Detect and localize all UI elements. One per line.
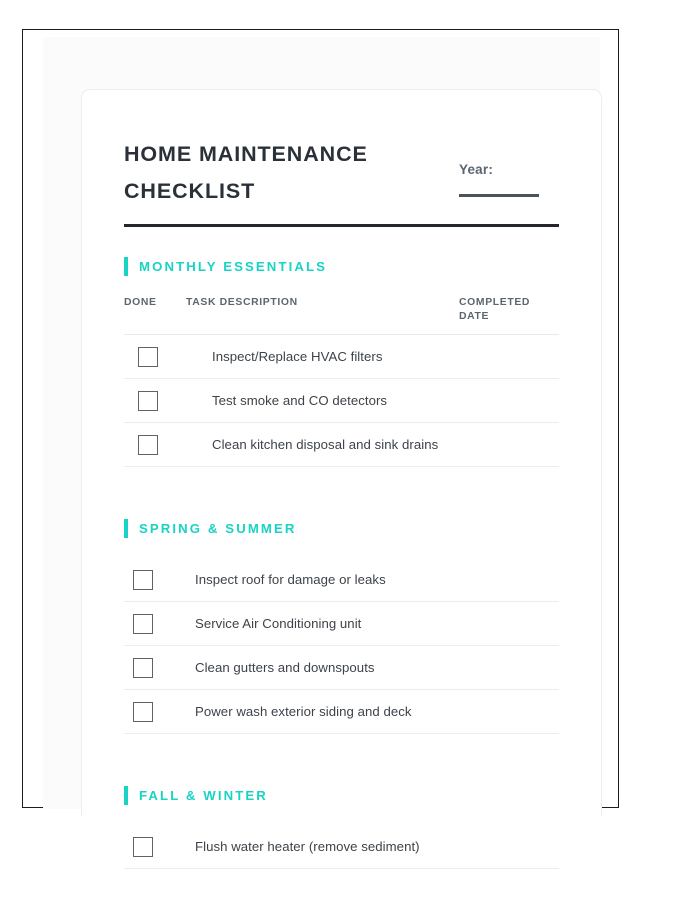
page-backdrop [43,37,600,854]
section-spacer [124,734,559,756]
cell-task [195,703,459,721]
cell-done [124,702,195,722]
table-row [124,602,559,646]
column-header-completed-date: COMPLETED DATE [459,296,531,322]
checklist-table [124,296,559,467]
section-title: SPRING & SUMMER [139,521,297,537]
cell-task [200,392,459,410]
task-checkbox[interactable] [138,347,158,367]
year-field-group [459,162,559,197]
checklist-table [124,825,559,869]
cell-task [195,838,459,856]
cell-done [124,391,200,411]
cell-done [124,614,195,634]
checklist-table [124,558,559,734]
section-title: FALL & WINTER [139,788,268,804]
task-description: Test smoke and CO detectors [212,392,388,408]
task-checkbox[interactable] [133,614,153,634]
task-checkbox[interactable] [133,837,153,857]
task-description: Clean kitchen disposal and sink drains [212,436,439,452]
section-title: MONTHLY ESSENTIALS [139,258,328,274]
table-header-row [124,296,559,335]
browser-frame [22,29,619,854]
task-description: Clean gutters and downspouts [195,659,375,675]
task-checkbox[interactable] [133,570,153,590]
table-row [124,646,559,690]
section-accent-bar [124,519,128,538]
task-checkbox[interactable] [138,391,158,411]
table-row [124,690,559,734]
cell-completed-date [459,659,559,677]
cell-completed-date [459,838,559,856]
cell-completed-date [459,703,559,721]
table-row [124,423,559,467]
cell-task [195,659,459,677]
column-header-done: DONE [124,296,157,308]
cell-done [124,837,195,857]
task-checkbox[interactable] [133,658,153,678]
cell-done [124,347,200,367]
task-description: Service Air Conditioning unit [195,615,362,631]
cell-done [124,435,200,455]
section-spacer [124,467,559,489]
table-row [124,379,559,423]
cell-task [195,615,459,633]
table-row [124,825,559,869]
checklist-sections [124,257,559,869]
column-header-task: TASK DESCRIPTION [186,296,298,308]
cell-task [200,348,459,366]
task-checkbox[interactable] [138,435,158,455]
cell-completed-date [459,571,559,589]
table-row [124,335,559,379]
cell-task [200,436,459,454]
year-input-line[interactable] [459,194,539,197]
title-divider [124,224,559,227]
section-heading [124,519,559,538]
task-description: Flush water heater (remove sediment) [195,838,420,854]
task-description: Inspect roof for damage or leaks [195,571,386,587]
task-description: Inspect/Replace HVAC filters [212,348,383,364]
document-header [124,136,559,210]
section-heading [124,257,559,276]
cell-task [195,571,459,589]
year-label: Year: [459,162,494,177]
task-description: Power wash exterior siding and deck [195,703,412,719]
task-checkbox[interactable] [133,702,153,722]
table-row [124,558,559,602]
section-heading [124,786,559,805]
cell-done [124,658,195,678]
section-accent-bar [124,257,128,276]
page-title: HOME MAINTENANCE CHECKLIST [124,142,368,203]
cell-done [124,570,195,590]
checklist-document-card [81,89,602,854]
section-accent-bar [124,786,128,805]
cell-completed-date [459,615,559,633]
